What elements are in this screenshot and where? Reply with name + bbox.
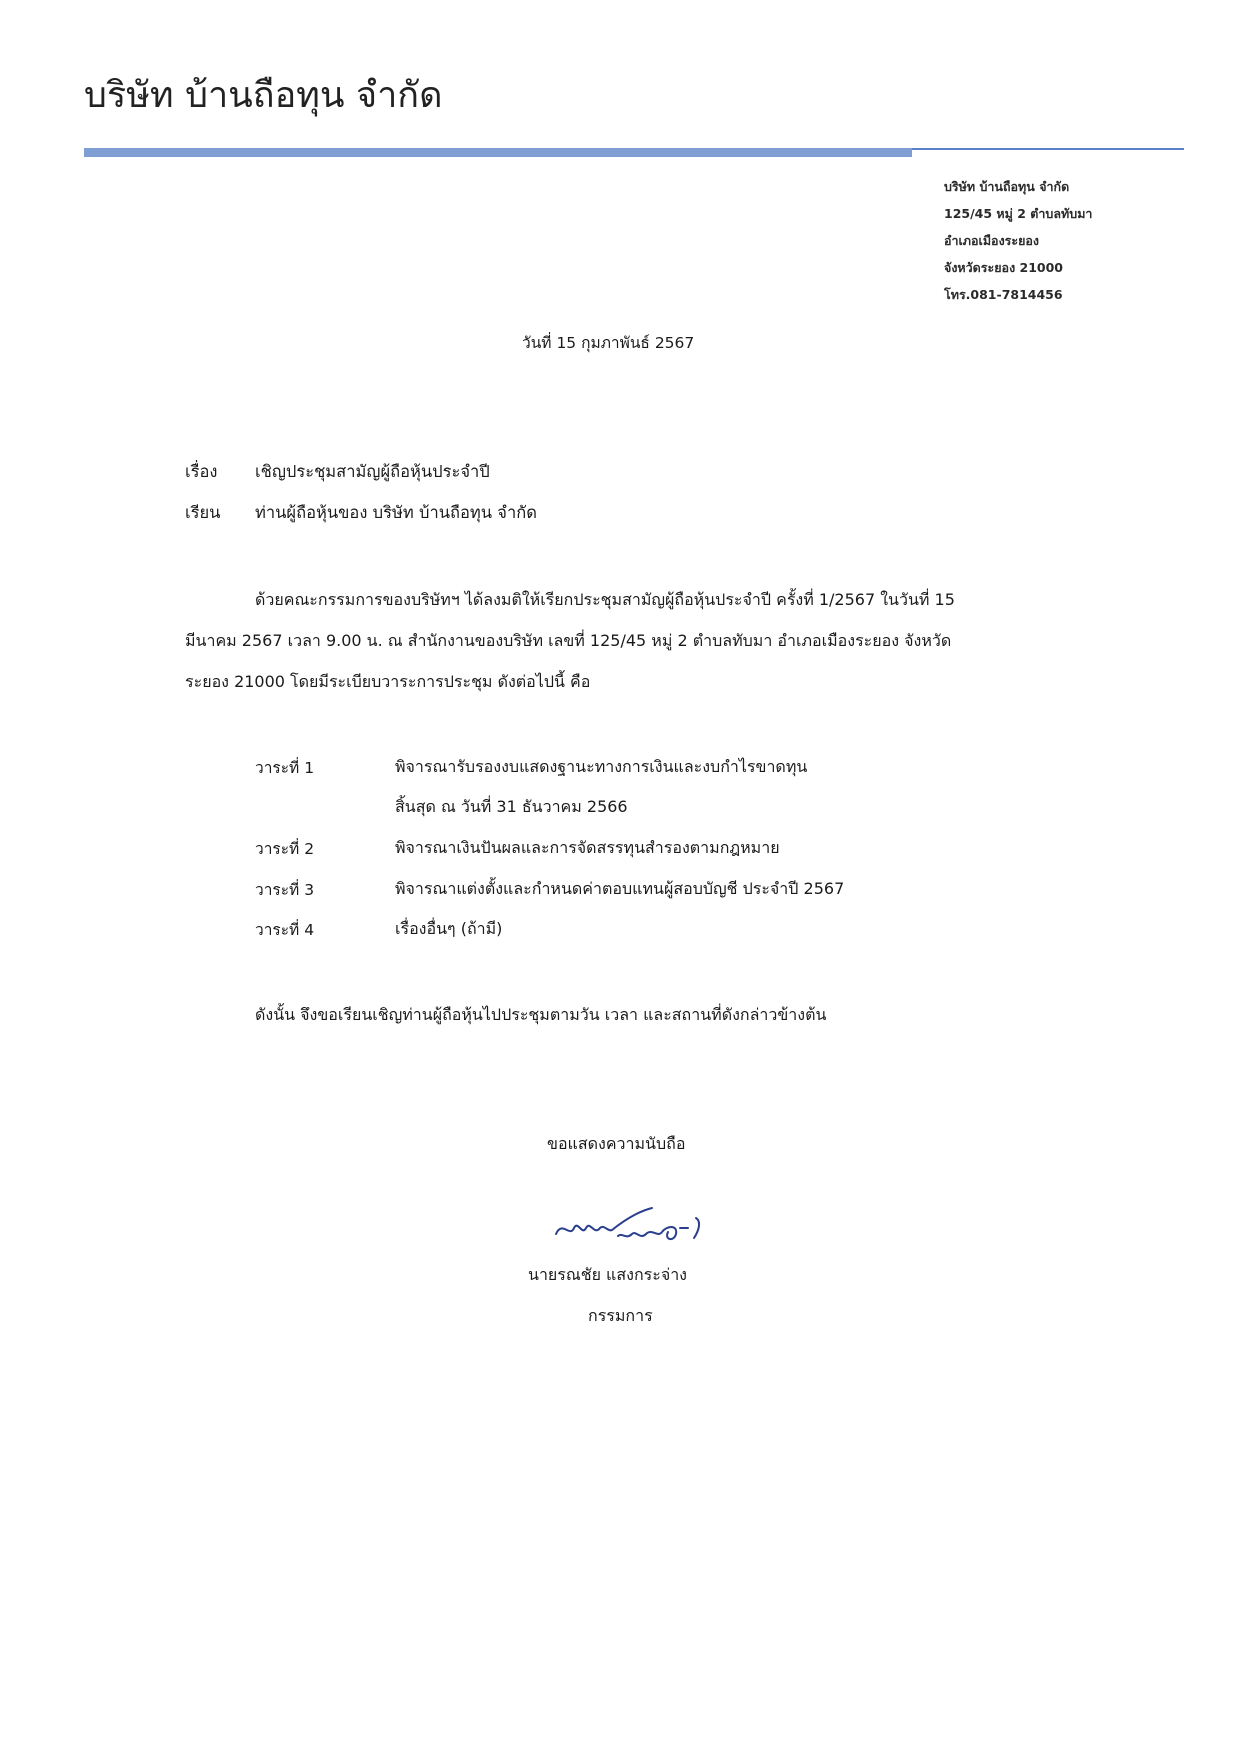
address-line: บริษัท บ้านถือทุน จำกัด [944,179,1070,194]
subject-text: เชิญประชุมสามัญผู้ถือหุ้นประจำปี [255,462,490,481]
agenda-text: พิจารณาเงินปันผลและการจัดสรรทุนสำรองตามกฎหมาย [395,838,780,857]
agenda-text: พิจารณารับรองงบแสดงฐานะทางการเงินและงบกำไรขาดทุน [395,757,808,776]
signer-title: กรรมการ [588,1306,653,1325]
body-line: ด้วยคณะกรรมการของบริษัทฯ ได้ลงมติให้เรียกประชุมสามัญผู้ถือหุ้นประจำปี ครั้งที่ 1/2567 ในวันที่ 15 [255,590,955,609]
signature-image [548,1198,738,1258]
agenda-text: เรื่องอื่นๆ (ถ้ามี) [395,919,503,938]
salutation: ขอแสดงความนับถือ [547,1134,686,1153]
letter-date: วันที่ 15 กุมภาพันธ์ 2567 [522,334,695,352]
body-line: มีนาคม 2567 เวลา 9.00 น. ณ สำนักงานของบริษัท เลขที่ 125/45 หมู่ 2 ตำบลทับมา อำเภอเมืองระยอง จังหวัด [185,631,952,650]
recipient-label: เรียน [185,503,221,522]
agenda-label: วาระที่ 2 [255,840,315,858]
closing-invitation: ดังนั้น จึงขอเรียนเชิญท่านผู้ถือหุ้นไปประชุมตามวัน เวลา และสถานที่ดังกล่าวข้างต้น [255,1005,827,1024]
company-name-heading: บริษัท บ้านถือทุน จำกัด [84,75,443,116]
subject-label: เรื่อง [185,462,218,481]
address-phone: โทร.081-7814456 [944,287,1063,302]
signer-name: นายรณชัย แสงกระจ่าง [528,1265,687,1284]
agenda-text: สิ้นสุด ณ วันที่ 31 ธันวาคม 2566 [395,797,628,816]
agenda-label: วาระที่ 1 [255,759,315,777]
body-line: ระยอง 21000 โดยมีระเบียบวาระการประชุม ดังต่อไปนี้ คือ [185,672,591,691]
recipient-text: ท่านผู้ถือหุ้นของ บริษัท บ้านถือทุน จำกัด [255,503,537,522]
address-line: จังหวัดระยอง 21000 [944,260,1064,275]
address-line: 125/45 หมู่ 2 ตำบลทับมา [944,206,1093,221]
agenda-text: พิจารณาแต่งตั้งและกำหนดค่าตอบแทนผู้สอบบัญชี ประจำปี 2567 [395,879,845,898]
header-rule-thick [84,148,912,157]
address-line: อำเภอเมืองระยอง [944,233,1040,248]
agenda-label: วาระที่ 3 [255,881,315,899]
agenda-label: วาระที่ 4 [255,921,315,939]
